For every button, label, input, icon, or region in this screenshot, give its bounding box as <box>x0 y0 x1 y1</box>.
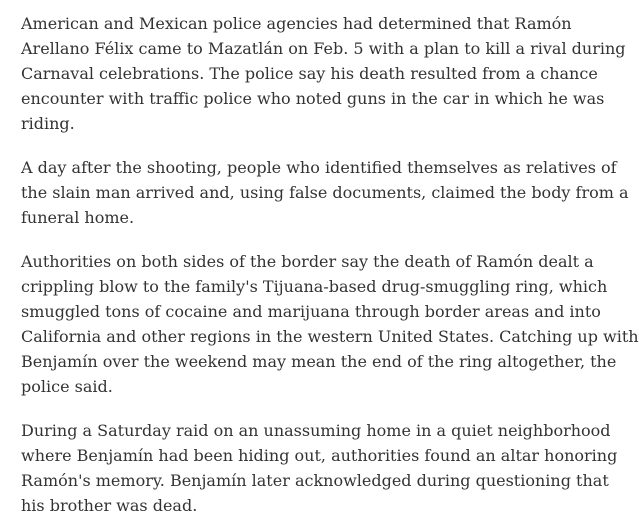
paragraph-line: Authorities on both sides of the border say the death of Ramón dealt a <box>21 252 594 271</box>
paragraph <box>21 155 629 230</box>
paragraph-line: Benjamín over the weekend may mean the end of the ring altogether, the <box>21 352 617 371</box>
paragraph <box>21 418 618 518</box>
paragraph-line: A day after the shooting, people who identified themselves as relatives of <box>21 158 617 177</box>
paragraph <box>21 249 639 399</box>
paragraph-line: encounter with traffic police who noted guns in the car in which he was <box>21 89 605 108</box>
paragraph-line: funeral home. <box>21 208 135 227</box>
paragraph-line: riding. <box>21 114 75 133</box>
paragraph-line: Arellano Félix came to Mazatlán on Feb. 5 with a plan to kill a rival during <box>21 39 626 58</box>
paragraph-line: his brother was dead. <box>21 496 198 515</box>
paragraph-line: American and Mexican police agencies had determined that Ramón <box>21 14 572 33</box>
paragraph-line: the slain man arrived and, using false documents, claimed the body from a <box>21 183 629 202</box>
paragraph-line: crippling blow to the family's Tijuana-based drug-smuggling ring, which <box>21 277 608 296</box>
paragraph-line: police said. <box>21 377 113 396</box>
paragraph-line: Ramón's memory. Benjamín later acknowledged during questioning that <box>21 471 609 490</box>
paragraph-line: where Benjamín had been hiding out, authorities found an altar honoring <box>21 446 618 465</box>
paragraph <box>21 11 626 136</box>
paragraph-line: Carnaval celebrations. The police say his death resulted from a chance <box>21 64 598 83</box>
paragraph-line: California and other regions in the western United States. Catching up with <box>21 327 639 346</box>
paragraph-line: During a Saturday raid on an unassuming home in a quiet neighborhood <box>21 421 611 440</box>
paragraph-line: smuggled tons of cocaine and marijuana through border areas and into <box>21 302 601 321</box>
